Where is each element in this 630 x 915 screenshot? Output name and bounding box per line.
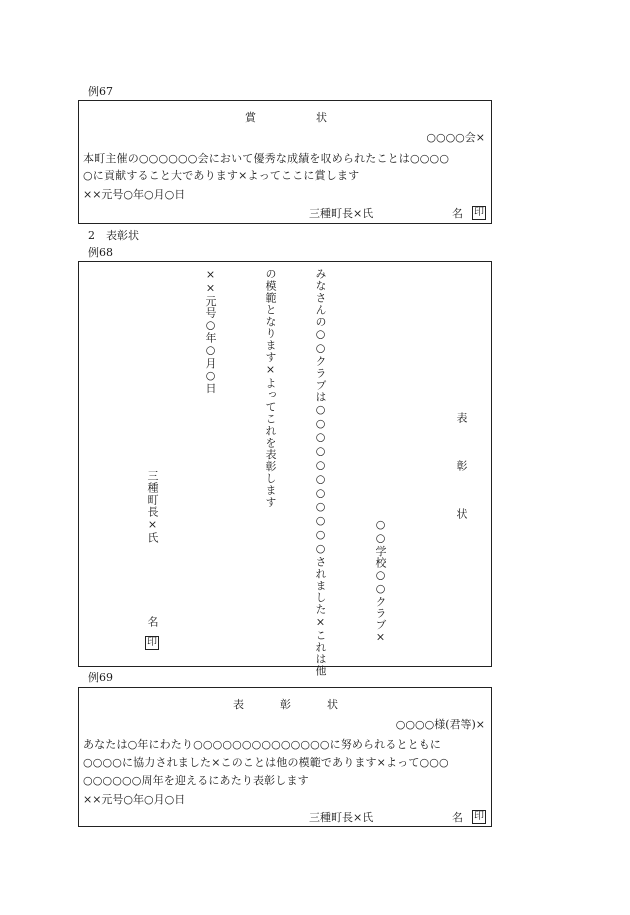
date-line: ××元号○年○月○日	[83, 793, 186, 806]
recipient-line: ○○○○様(君等)×	[395, 718, 485, 731]
certificate-title-char: 彰	[455, 460, 468, 472]
recipient-line: ○○○○会×	[426, 131, 485, 144]
body-line: ○に貢献すること大であります×よってここに賞します	[83, 169, 360, 182]
certificate-title-char: 表	[233, 698, 244, 711]
certificate-title-char: 表	[455, 412, 468, 424]
seal-mark	[472, 810, 486, 824]
date-column: ××元号○年○月○日	[204, 268, 217, 394]
name-label: 名	[452, 207, 463, 220]
body-line: ○○○○に協力されました×このことは他の模範であります×よって○○○	[83, 756, 449, 769]
example-68-label: 例68	[88, 246, 113, 259]
body-line: ○○○○○○周年を迎えるにあたり表彰します	[83, 774, 309, 787]
name-label: 名	[452, 811, 463, 824]
certificate-title-char: 状	[316, 111, 327, 124]
section-heading: 2 表彰状	[88, 229, 139, 242]
seal-icon: 印	[474, 811, 484, 822]
body-line: 本町主催の○○○○○○会において優秀な成績を収められたことは○○○○	[83, 152, 450, 165]
recipient-column: ○○学校○○クラブ×	[374, 518, 387, 644]
date-line: ××元号○年○月○日	[83, 188, 186, 201]
seal-icon: 印	[474, 207, 484, 218]
seal-icon: 印	[147, 637, 157, 648]
signer-line: 三種町長×氏	[309, 207, 374, 220]
example-69-certificate	[78, 687, 492, 827]
body-column: の模範となります×よってこれを表彰します	[264, 268, 277, 508]
body-line: あなたは○年にわたり○○○○○○○○○○○○○○に努められるとともに	[83, 738, 442, 751]
seal-mark	[472, 206, 486, 220]
example-67-certificate	[78, 100, 492, 224]
certificate-title-char: 彰	[280, 698, 291, 711]
certificate-title-char: 賞	[245, 111, 256, 124]
example-69-label: 例69	[88, 671, 113, 684]
certificate-title-char: 状	[327, 698, 338, 711]
example-67-label: 例67	[88, 85, 113, 98]
body-column: みなさんの○○クラブは○○○○○○○○○○○されました×これは他	[314, 268, 327, 677]
signer-column: 三種町長×氏	[146, 470, 159, 544]
name-label: 名	[146, 616, 159, 628]
signer-line: 三種町長×氏	[309, 811, 374, 824]
example-68-certificate	[78, 261, 492, 677]
certificate-title-char: 状	[455, 508, 468, 520]
